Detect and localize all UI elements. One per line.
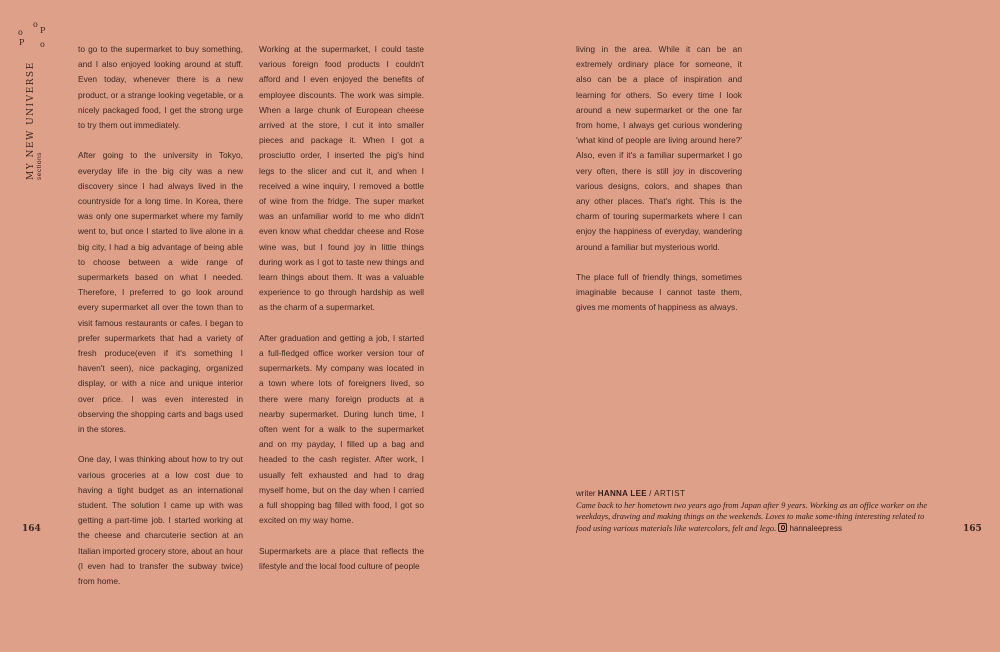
section-title: MY NEW UNIVERSE (26, 61, 36, 180)
paragraph: After graduation and getting a job, I started a full-fledged office worker version tour of supermarkets. My company was located in a town where lots of foreigners lived, so there were many foreign products at a nearby supermarket. During lunch time, I often went for a walk to the supermarket and on my payday, I filled up a bag and headed to the cash register. After work, I usually felt exhausted and had to drag myself home, but on the day when I carried a full shopping bag filled with food, I got so excited on my way home. (259, 332, 424, 526)
instagram-icon (778, 523, 787, 532)
instagram-handle[interactable]: hannaleepress (789, 523, 842, 533)
paragraph: The place full of friendly things, sometimes imaginable because I cannot taste them, gives me moments of happiness as always. (576, 272, 742, 313)
page-number-right: 165 (963, 524, 982, 534)
logo-letter: o (18, 28, 23, 37)
author-bio: Came back to her hometown two years ago from Japan after 9 years. Working as an office worker on the weekdays, drawing and making things on the weekends. Loves to make some-thing interesting related to food using various materials like watercolors, felt and lego. (576, 500, 928, 533)
paragraph: After going to the university in Tokyo, everyday life in the big city was a new discovery since I had always lived in the countryside for a long time. In Korea, there was only one supermarket where my family went to, but once I started to live alone in a big city, I had a big advantage of being able to choose between a wide range of supermarkets based on what I needed. Therefore, I preferred to go look around every supermarket all over the town than to visit famous restaurants or cafes. I began to prefer supermarkets that had a variety of fresh produce(even if it's something I haven't seen), nice packaging, organized display, or with a nice and unique interior over price. I was even interested in observing the shopping carts and bags used in the stores. (78, 150, 243, 435)
text-column-1 (78, 42, 243, 589)
logo-letter: P (19, 38, 25, 47)
paragraph: living in the area. While it can be an extremely ordinary place for someone, it also can be a place of inspiration and learning for others. So every time I look around a new supermarket or the one far from home, I always get curious wondering 'what kind of people are living around here?' Also, even if it's a familiar supermarket I go very often, there is still joy in discovering various designs, colors, and shapes than any other places. That's right. This is the charm of touring supermarkets where I can enjoy the happiness of everyday, wandering around a familiar but mysterious world. (576, 44, 742, 252)
logo-letter: o (33, 20, 38, 29)
paragraph: Working at the supermarket, I could taste various foreign food products I couldn't afford and I even enjoyed the benefits of employee discounts. The work was simple. When a large chunk of European cheese arrived at the store, I cut it into smaller pieces and package it. When I got a prosciutto order, I inserted the pig's hind legs to the slicer and cut it, and when I received a wine inquiry, I removed a bottle of wine from the fridge. The super market was an unfamiliar world to me who didn't even know what cheddar cheese and Rose wine was, but I found joy in little things during work as I got to taste new things and learn things about them. It was a valuable experience to go through hardship as well as the charm of a supermarket. (259, 44, 424, 313)
section-marker (10, 20, 50, 180)
text-column-2 (259, 42, 424, 574)
logo-letter: o (40, 40, 45, 49)
section-label: sections (36, 152, 43, 180)
logo-letter: P (40, 26, 46, 35)
section-title-vertical (26, 61, 44, 180)
page-number-left: 164 (22, 524, 41, 534)
paragraph: One day, I was thinking about how to try out various groceries at a low cost due to having a tight budget as an international student. The solution I came up with was getting a part-time job. I started working at the cheese and charcuterie section at an Italian imported grocery store, about an hour (I even had to transfer the subway twice) from home. (78, 454, 243, 587)
paragraph: Supermarkets are a place that reflects the lifestyle and the local food culture of people (259, 545, 424, 571)
writer-label: writer (576, 489, 596, 498)
paragraph: to go to the supermarket to buy something, and I also enjoyed looking around at stuff. Even today, whenever there is a new product, or a strange looking vegetable, or a nicely packaged food, I get the strong urge to try them out immediately. (78, 44, 243, 131)
text-column-3 (576, 42, 742, 316)
author-credit (576, 488, 936, 534)
publication-logo (10, 20, 50, 60)
credit-byline (576, 488, 936, 500)
author-role: / ARTIST (649, 489, 686, 498)
author-name: HANNA LEE (597, 489, 647, 498)
